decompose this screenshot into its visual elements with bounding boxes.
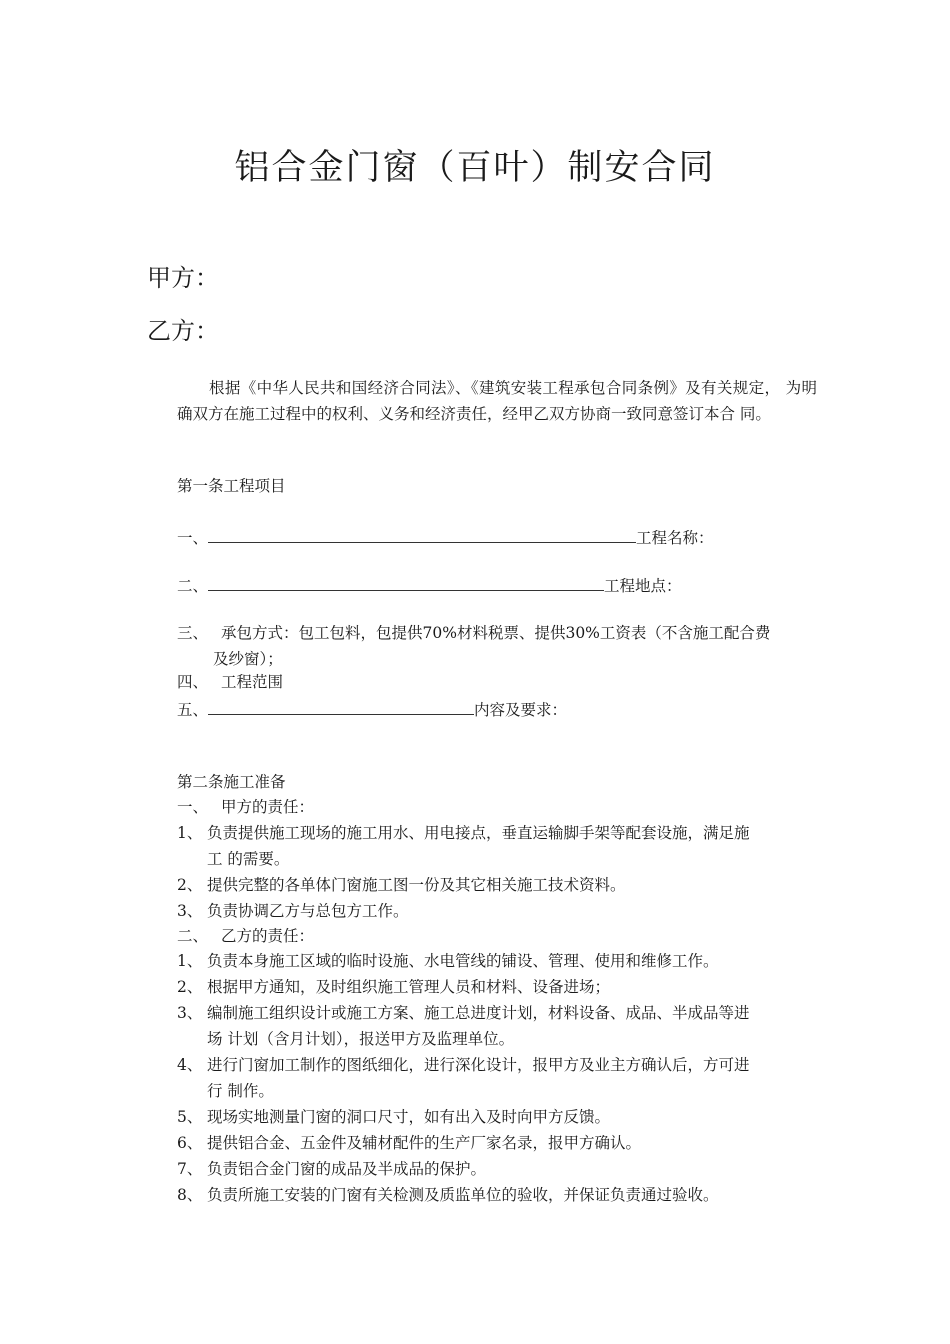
- party-a-label: 甲方：: [147, 264, 219, 292]
- article1-item2: [177, 572, 682, 598]
- item-number: 8、: [177, 1186, 203, 1204]
- item-number: 一、: [177, 529, 209, 547]
- list-item: [177, 1000, 817, 1052]
- item-text: 进行门窗加工制作的图纸细化，进行深化设计，报甲方及业主方确认后，方可进: [207, 1056, 750, 1074]
- list-item: [177, 820, 817, 872]
- item-number: 2、: [177, 876, 203, 894]
- item-number: 二、: [177, 577, 209, 595]
- item-number: 7、: [177, 1160, 203, 1178]
- list-item: [177, 1104, 817, 1130]
- item-text: 提供铝合金、五金件及辅材配件的生产厂家名录，报甲方确认。: [207, 1134, 642, 1152]
- item-number: 5、: [177, 1108, 203, 1126]
- article1-item5: [177, 696, 567, 722]
- list-item: [177, 1156, 817, 1182]
- blank-line: [208, 572, 604, 591]
- preamble-paragraph: 根据《中华人民共和国经济合同法》、《建筑安装工程承包合同条例》及有关规定， 为明确双方在施工过程中的权利、义务和经济责任，经甲乙双方协商一致同意签订本合 同。: [177, 379, 817, 423]
- item-text: 编制施工组织设计或施工方案、施工总进度计划，材料设备、成品、半成品等进: [207, 1004, 750, 1022]
- list-item: [177, 872, 817, 898]
- item-number: 二、: [177, 927, 209, 945]
- item-continuation: 场 计划（含月计划），报送甲方及监理单位。: [207, 1030, 515, 1048]
- item-number: 6、: [177, 1134, 203, 1152]
- item-number: 三、: [177, 624, 209, 642]
- list-item: [177, 974, 817, 1000]
- party-a-duties-heading: [177, 795, 314, 819]
- party-b-label: 乙方：: [147, 317, 219, 345]
- item-label: 工程名称：: [636, 529, 714, 547]
- item-number: 一、: [177, 798, 209, 816]
- item-number: 4、: [177, 1056, 203, 1074]
- item-continuation: 及纱窗）；: [213, 650, 283, 668]
- party-b-duties-list: [177, 948, 817, 1208]
- article1-item1: [177, 524, 714, 550]
- item-text: 负责铝合金门窗的成品及半成品的保护。: [207, 1160, 487, 1178]
- item-number: 2、: [177, 978, 203, 996]
- item-label: 工程地点：: [604, 577, 682, 595]
- item-text: 负责提供施工现场的施工用水、用电接点，垂直运输脚手架等配套设施，满足施: [207, 824, 750, 842]
- list-item: [177, 1182, 817, 1208]
- item-text: 乙方的责任：: [221, 927, 315, 945]
- item-number: 3、: [177, 902, 203, 920]
- item-number: 四、: [177, 673, 209, 691]
- item-text: 负责所施工安装的门窗有关检测及质监单位的验收，并保证负责通过验收。: [207, 1186, 719, 1204]
- party-a-duties-list: [177, 820, 817, 924]
- item-text: 提供完整的各单体门窗施工图一份及其它相关施工技术资料。: [207, 876, 626, 894]
- item-text: 现场实地测量门窗的洞口尺寸，如有出入及时向甲方反馈。: [207, 1108, 611, 1126]
- item-number: 五、: [177, 701, 209, 719]
- list-item: [177, 1052, 817, 1104]
- article1-item4: [177, 670, 283, 694]
- list-item: [177, 898, 817, 924]
- document-title: 铝合金门窗（百叶）制安合同: [234, 148, 716, 188]
- item-number: 3、: [177, 1004, 203, 1022]
- article1-heading: 第一条工程项目: [177, 477, 286, 495]
- item-text: 根据甲方通知，及时组织施工管理人员和材料、设备进场；: [207, 978, 611, 996]
- item-number: 1、: [177, 824, 203, 842]
- item-text: 工程范围: [221, 673, 284, 691]
- list-item: [177, 1130, 817, 1156]
- item-text: 甲方的责任：: [221, 798, 315, 816]
- blank-line: [208, 696, 474, 715]
- list-item: [177, 948, 817, 974]
- article1-item3: [177, 620, 817, 672]
- item-continuation: 行 制作。: [207, 1082, 274, 1100]
- party-b-duties-heading: [177, 924, 314, 948]
- article2-heading: 第二条施工准备: [177, 773, 286, 791]
- item-continuation: 工 的需要。: [207, 850, 290, 868]
- item-text: 承包方式：包工包料，包提供70%材料税票、提供30%工资表（不含施工配合费: [221, 624, 771, 642]
- blank-line: [208, 524, 636, 543]
- item-text: 负责协调乙方与总包方工作。: [207, 902, 409, 920]
- item-label: 内容及要求：: [474, 701, 568, 719]
- item-number: 1、: [177, 952, 203, 970]
- item-text: 负责本身施工区域的临时设施、水电管线的铺设、管理、使用和维修工作。: [207, 952, 719, 970]
